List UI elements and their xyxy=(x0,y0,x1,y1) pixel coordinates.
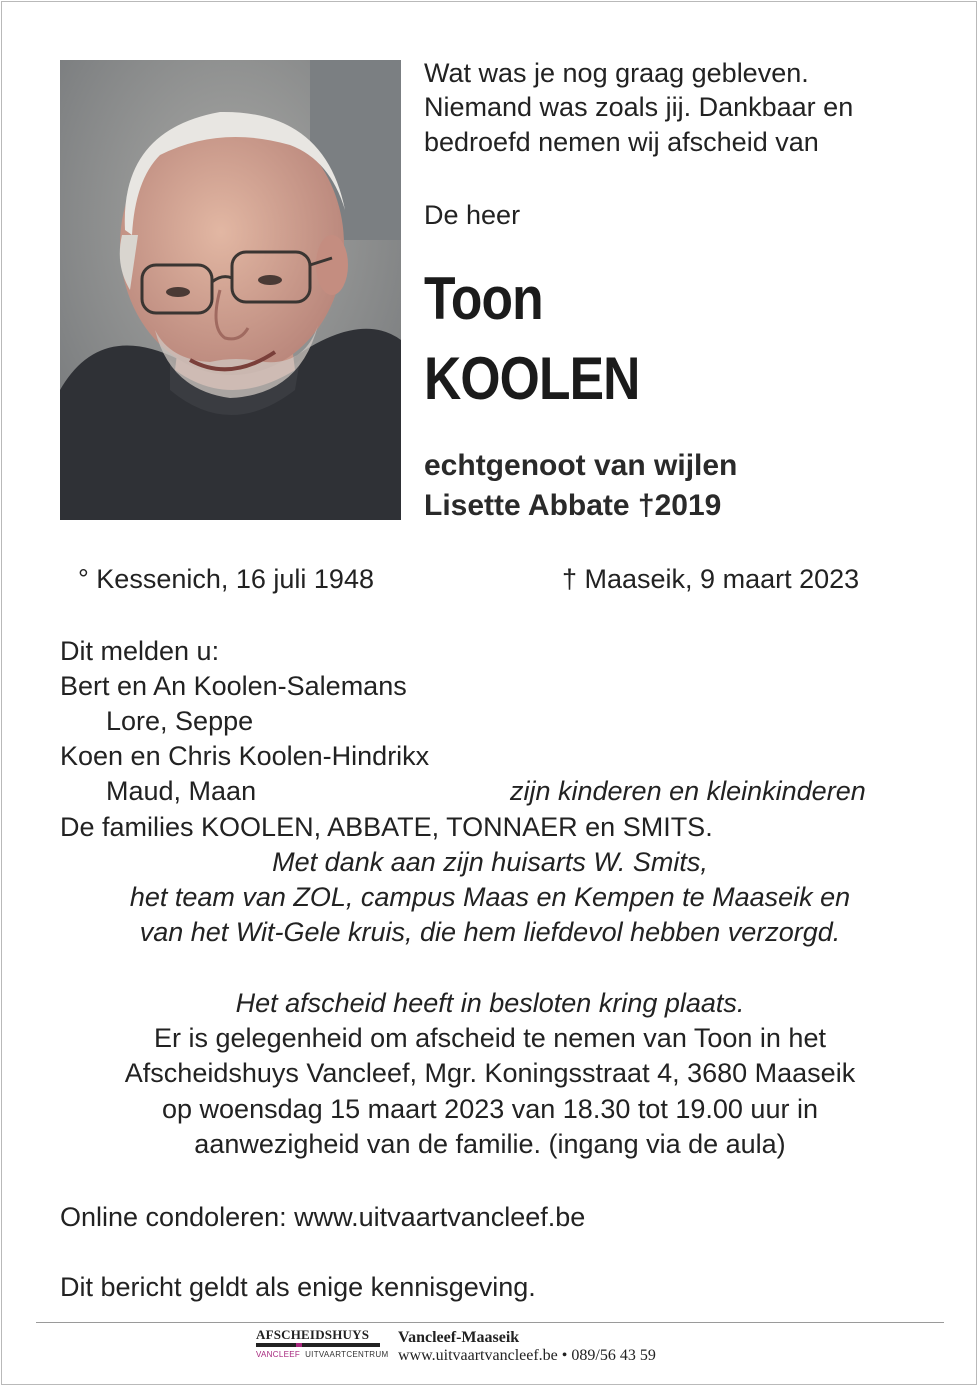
thanks-line-3: van het Wit-Gele kruis, die hem liefdevol hebben verzorgd. xyxy=(139,917,841,947)
footer-contact: www.uitvaartvancleef.be • 089/56 43 59 xyxy=(398,1347,656,1364)
spouse-line-1: echtgenoot van wijlen xyxy=(424,449,738,482)
ceremony-line-5: aanwezigheid van de familie. (ingang via de aula) xyxy=(194,1129,786,1159)
footer-divider xyxy=(36,1322,944,1323)
family-line-5: De families KOOLEN, ABBATE, TONNAER en SMITS. xyxy=(60,812,713,842)
family-heading: Dit melden u: xyxy=(60,636,220,666)
logo-title: AFSCHEIDSHUYS xyxy=(256,1327,370,1342)
logo-sub-left: VANCLEEF xyxy=(256,1350,301,1359)
last-name: KOOLEN xyxy=(424,345,640,412)
family-line-1: Bert en An Koolen-Salemans xyxy=(60,671,407,701)
thanks-line-1: Met dank aan zijn huisarts W. Smits, xyxy=(272,847,708,877)
thanks-line-2: het team van ZOL, campus Maas en Kempen te Maaseik en xyxy=(129,882,851,912)
logo-accent xyxy=(296,1343,302,1347)
condolences-line: Online condoleren: www.uitvaartvancleef.be xyxy=(60,1202,586,1232)
birth-info: ° Kessenich, 16 juli 1948 xyxy=(78,564,374,594)
portrait-photo xyxy=(60,60,401,520)
family-line-4-note: zijn kinderen en kleinkinderen xyxy=(510,776,866,806)
logo-sub-right: UITVAARTCENTRUM xyxy=(305,1350,389,1359)
logo-bar xyxy=(256,1343,380,1347)
portrait-illustration xyxy=(60,60,401,520)
family-line-2: Lore, Seppe xyxy=(106,706,254,736)
ceremony-line-3: Afscheidshuys Vancleef, Mgr. Koningsstraat 4, 3680 Maaseik xyxy=(124,1058,856,1088)
ceremony-line-1: Het afscheid heeft in besloten kring plaats. xyxy=(235,988,745,1018)
first-name: Toon xyxy=(424,265,543,332)
intro-line-1: Wat was je nog graag gebleven. xyxy=(424,58,809,88)
logo-subtitle xyxy=(256,1350,388,1359)
notice-line: Dit bericht geldt als enige kennisgeving. xyxy=(60,1272,536,1302)
salutation: De heer xyxy=(424,200,521,230)
family-line-4: Maud, Maan xyxy=(106,776,257,806)
death-info: † Maaseik, 9 maart 2023 xyxy=(562,564,860,594)
intro-line-3: bedroefd nemen wij afscheid van xyxy=(424,127,819,157)
ceremony-line-4: op woensdag 15 maart 2023 van 18.30 tot 19.00 uur in xyxy=(162,1094,818,1124)
intro-line-2: Niemand was zoals jij. Dankbaar en xyxy=(424,92,854,122)
footer-company: Vancleef-Maaseik xyxy=(398,1329,520,1346)
ceremony-line-2: Er is gelegenheid om afscheid te nemen van Toon in het xyxy=(154,1023,826,1053)
family-line-3: Koen en Chris Koolen-Hindrikx xyxy=(60,741,430,771)
spouse-line-2: Lisette Abbate †2019 xyxy=(424,489,722,522)
